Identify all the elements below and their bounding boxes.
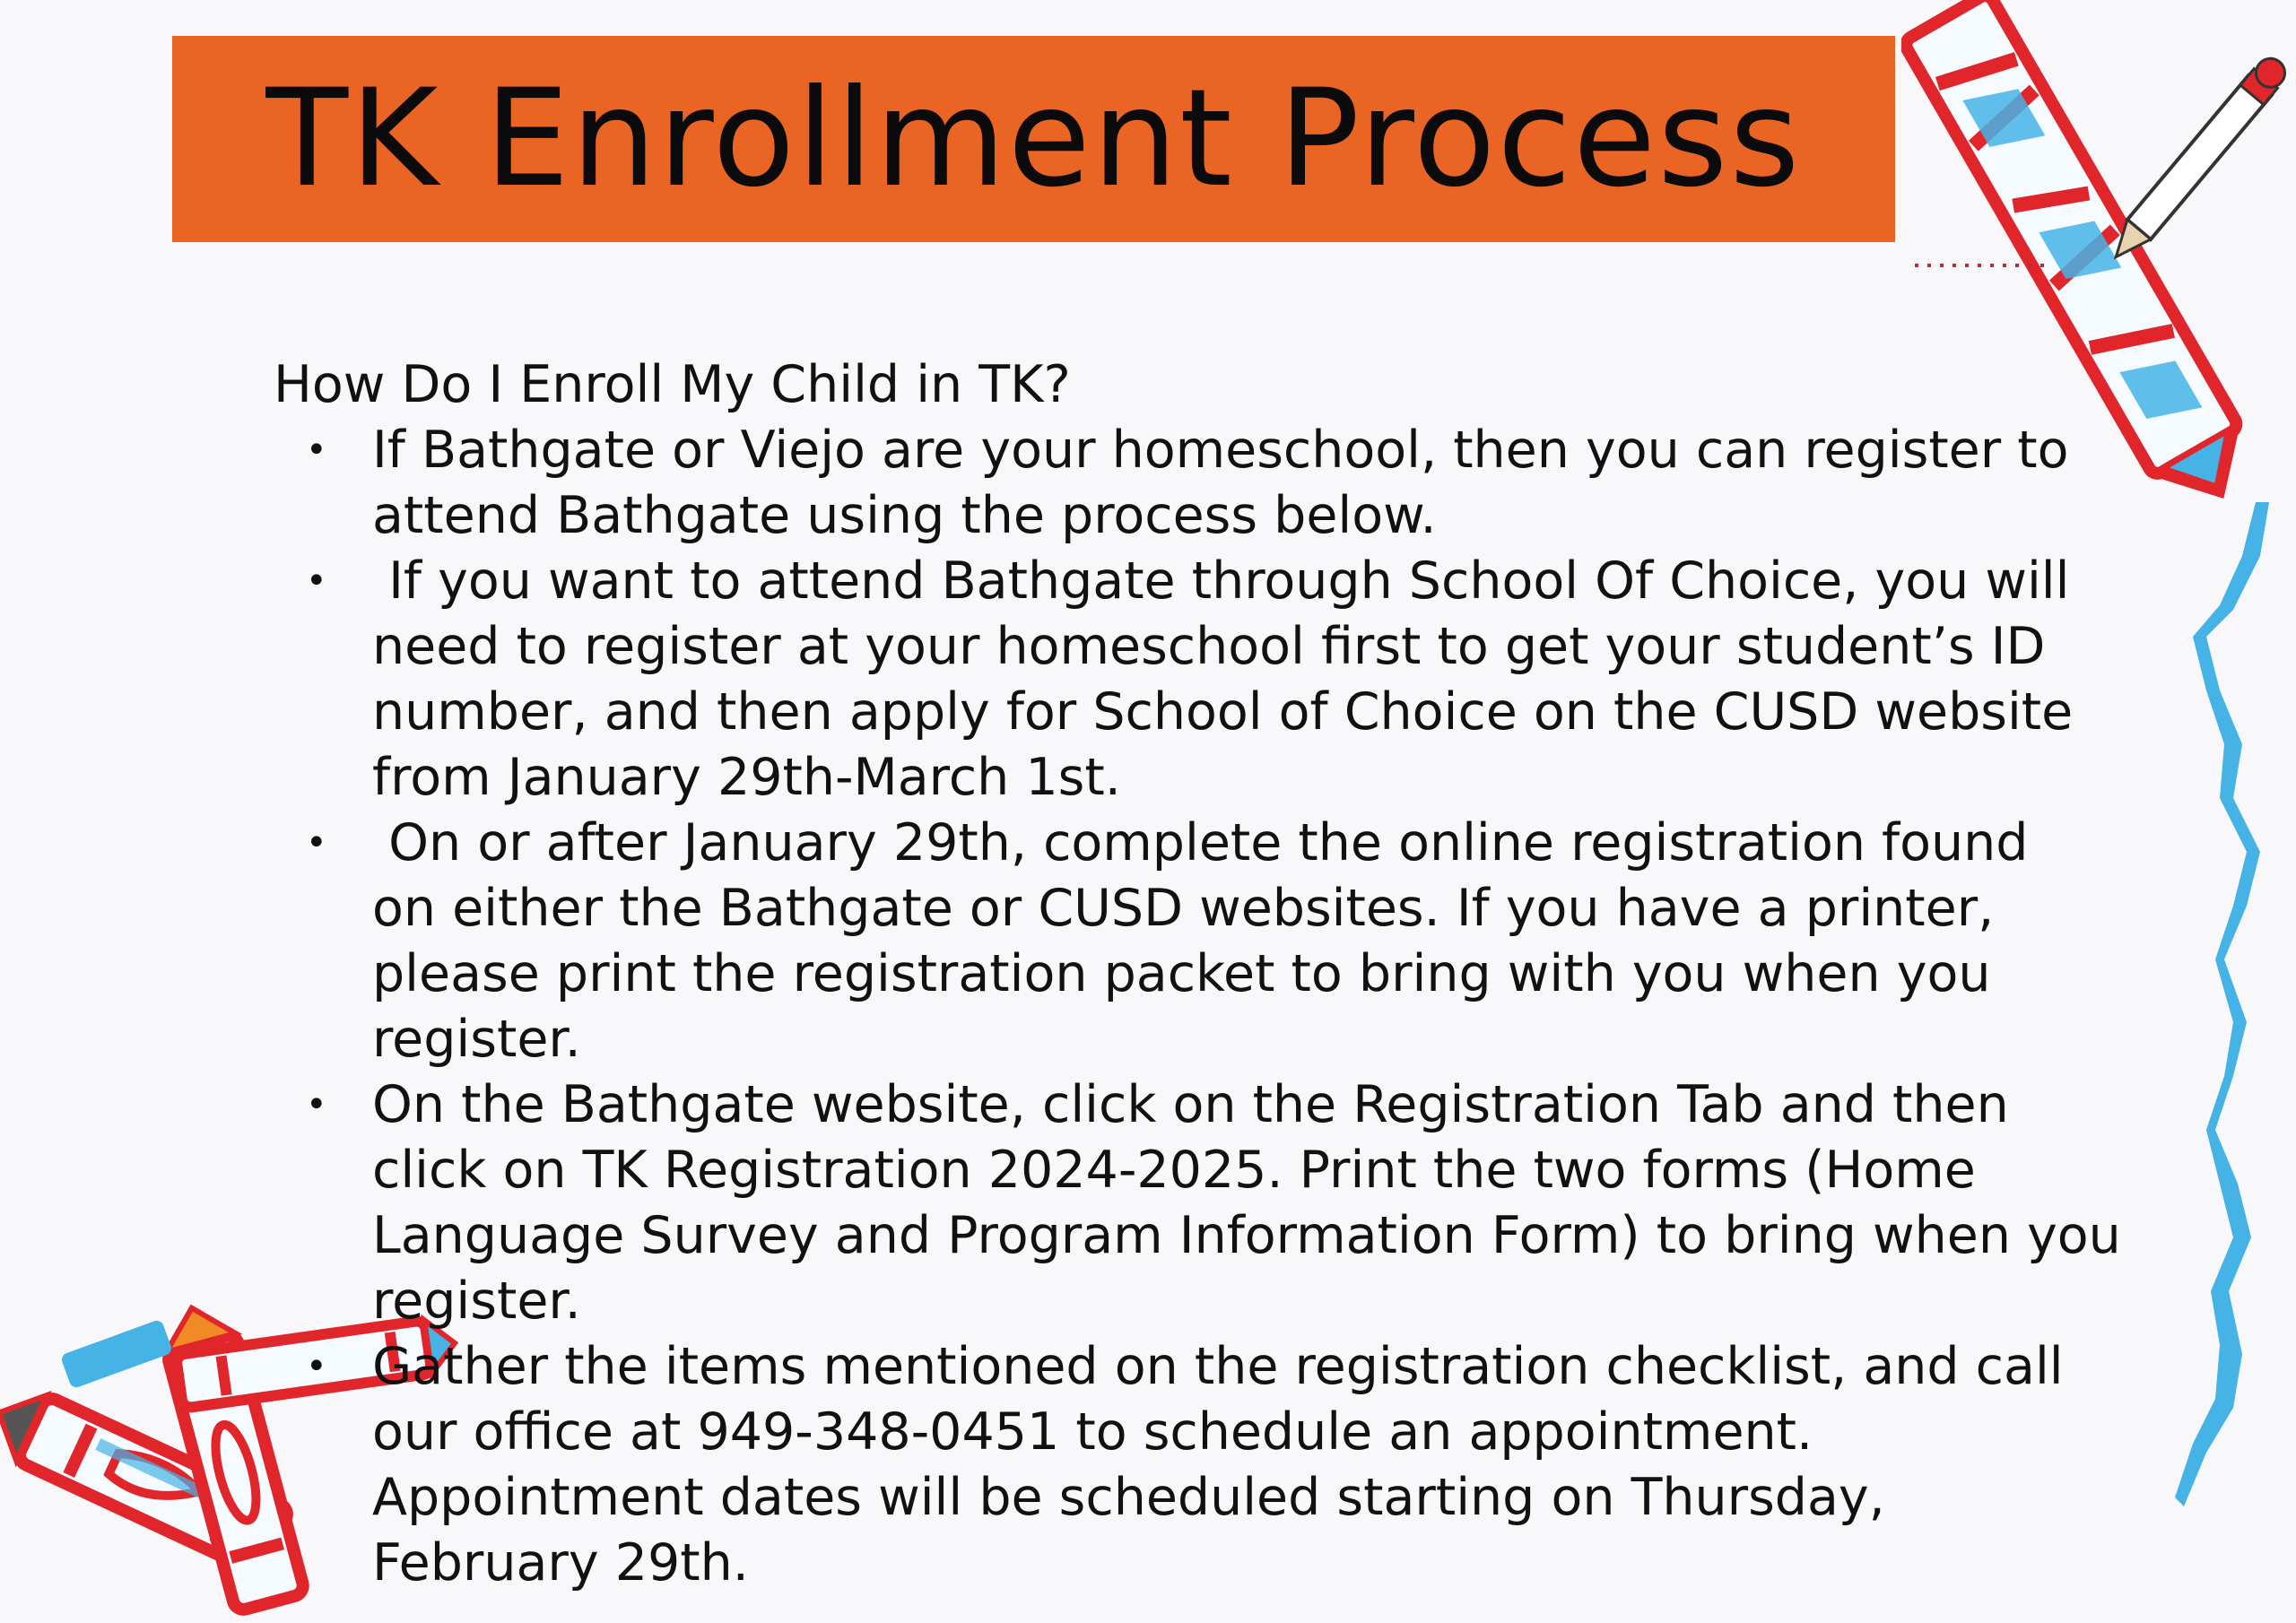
bullet-line: from January 29th-March 1st. bbox=[372, 748, 1121, 807]
bullet-line: on either the Bathgate or CUSD websites. If you have a printer, bbox=[372, 879, 1995, 938]
list-item bbox=[274, 1072, 2121, 1334]
bullet-line: If you want to attend Bathgate through School Of Choice, you will bbox=[372, 551, 2070, 611]
page-title: TK Enrollment Process bbox=[265, 61, 1802, 217]
bullet-line: register. bbox=[372, 1271, 581, 1331]
bullet-line: click on TK Registration 2024-2025. Print the two forms (Home bbox=[372, 1141, 1976, 1200]
bullet-line: February 29th. bbox=[372, 1533, 749, 1593]
bullet-dot: • bbox=[306, 1346, 327, 1387]
bullet-line: attend Bathgate using the process below. bbox=[372, 486, 1437, 545]
bullet-line: On the Bathgate website, click on the Registration Tab and then bbox=[372, 1075, 2009, 1134]
title-banner bbox=[172, 36, 1895, 242]
bullet-dot: • bbox=[306, 430, 327, 471]
bullet-dot: • bbox=[306, 1084, 327, 1125]
bullet-line: please print the registration packet to bring with you when you bbox=[372, 944, 1991, 1003]
bullet-line: Gather the items mentioned on the registration checklist, and call bbox=[372, 1337, 2064, 1396]
list-item bbox=[274, 1334, 2103, 1596]
bullet-line: On or after January 29th, complete the online registration found bbox=[372, 813, 2029, 872]
list-item bbox=[274, 549, 2103, 811]
bullet-line: If Bathgate or Viejo are your homeschool, then you can register to bbox=[372, 421, 2069, 480]
list-item bbox=[274, 811, 2103, 1072]
list-item bbox=[274, 418, 2103, 549]
content bbox=[274, 352, 2121, 1596]
question-heading: How Do I Enroll My Child in TK? bbox=[274, 355, 1071, 414]
wavy-blue-ribbon-icon bbox=[2170, 502, 2296, 1524]
bullet-dot: • bbox=[306, 822, 327, 864]
bullet-line: Appointment dates will be scheduled starting on Thursday, bbox=[372, 1468, 1885, 1527]
bullet-list bbox=[274, 418, 2121, 1596]
bullet-line: register. bbox=[372, 1010, 581, 1069]
bullet-line: need to register at your homeschool first to get your student’s ID bbox=[372, 617, 2046, 676]
bullet-line: Language Survey and Program Information Form) to bring when you bbox=[372, 1206, 2121, 1265]
bullet-line: number, and then apply for School of Choice on the CUSD website bbox=[372, 682, 2074, 742]
bullet-dot: • bbox=[306, 560, 327, 602]
bullet-line: our office at 949-348-0451 to schedule an appointment. bbox=[372, 1402, 1813, 1462]
